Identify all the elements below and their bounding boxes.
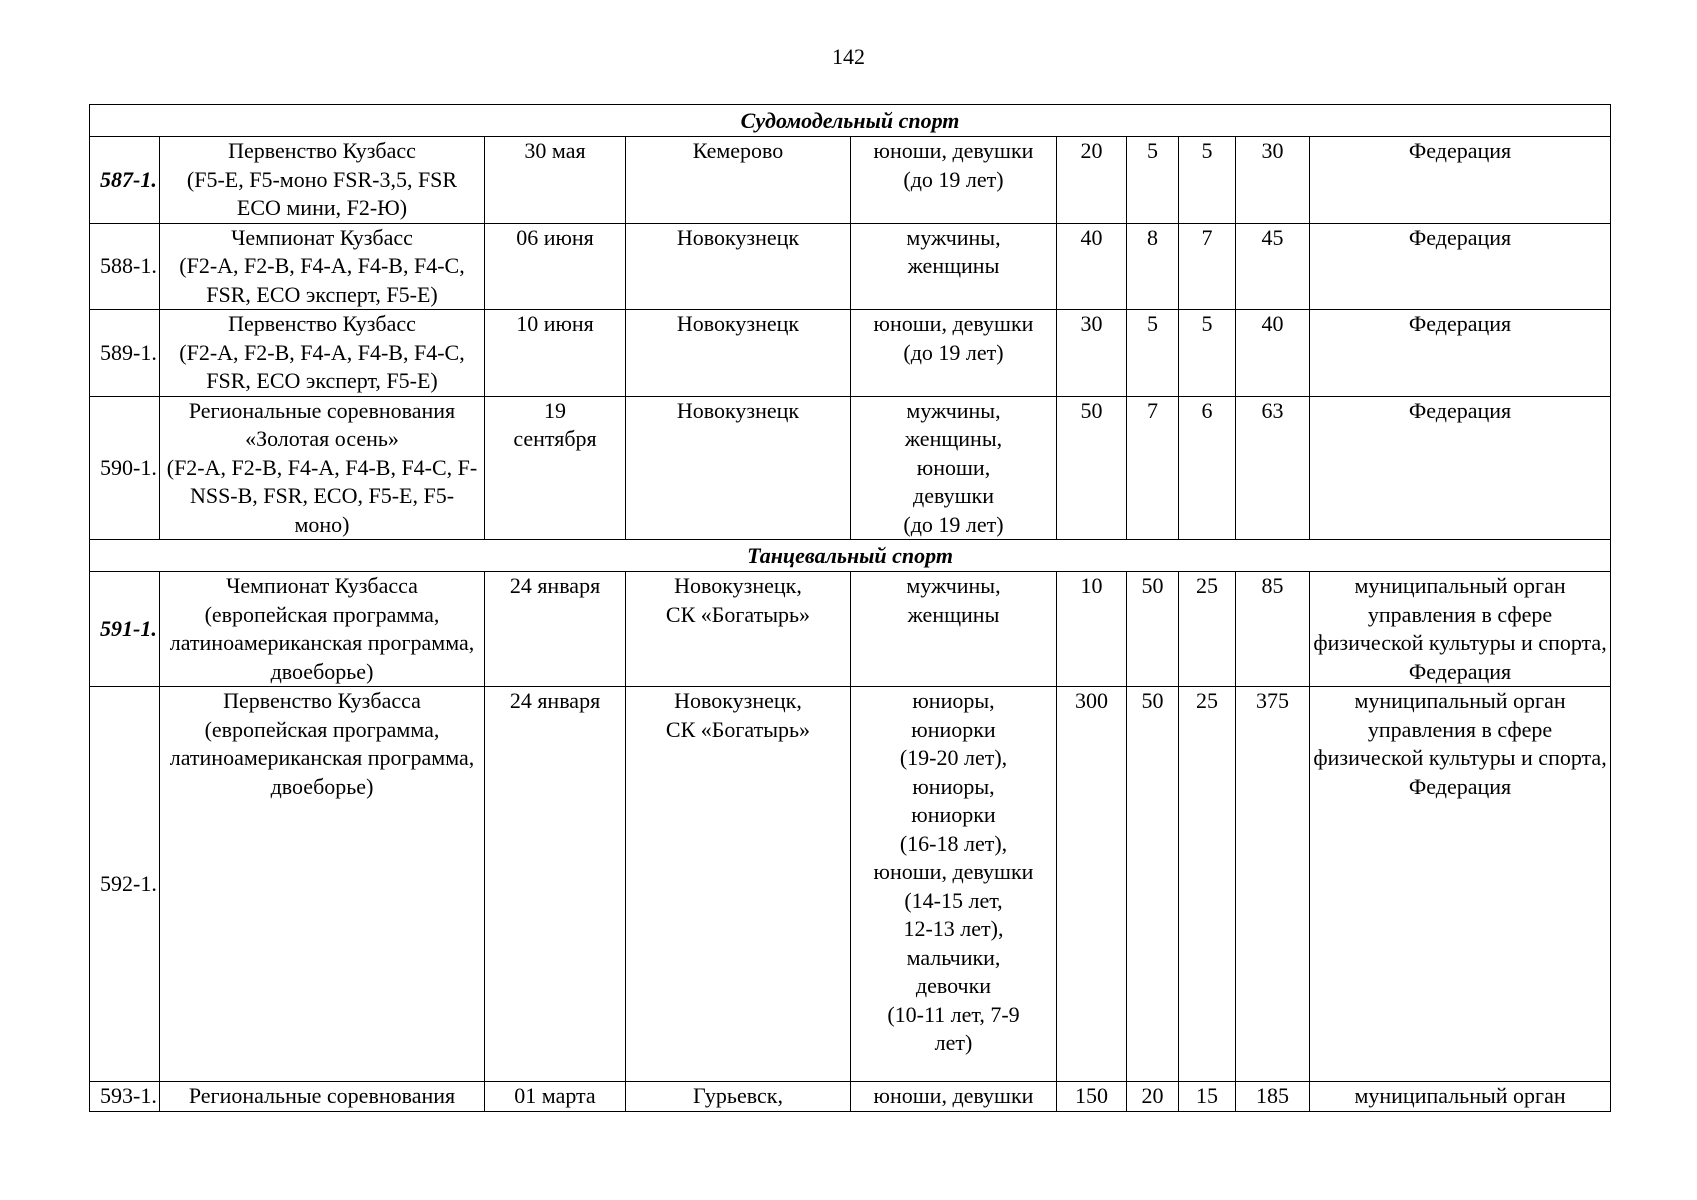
organizer-cell: Федерация [1310, 223, 1611, 310]
count-total-cell: 85 [1236, 572, 1310, 687]
count-2-cell: 50 [1127, 687, 1179, 1082]
count-2-cell: 5 [1127, 137, 1179, 224]
event-name-cell: Чемпионат Кузбасс (F2-A, F2-B, F4-A, F4-B, F4-C, FSR, ECO эксперт, F5-E) [160, 223, 485, 310]
event-number-cell: 589-1. [90, 310, 160, 397]
event-date-cell: 24 января [485, 687, 626, 1082]
count-total-cell: 375 [1236, 687, 1310, 1082]
count-3-cell: 15 [1179, 1082, 1236, 1112]
organizer-cell: муниципальный орган управления в сфере физической культуры и спорта, Федерация [1310, 687, 1611, 1082]
count-total-cell: 63 [1236, 396, 1310, 540]
events-table [89, 104, 1611, 1112]
count-total-cell: 185 [1236, 1082, 1310, 1112]
event-number-cell: 592-1. [90, 687, 160, 1082]
participants-cell: юноши, девушки (до 19 лет) [851, 137, 1057, 224]
event-place-cell: Кемерово [626, 137, 851, 224]
table-row [90, 310, 1611, 397]
table-row [90, 137, 1611, 224]
participants-cell: мужчины, женщины, юноши, девушки (до 19 лет) [851, 396, 1057, 540]
count-2-cell: 7 [1127, 396, 1179, 540]
event-place-cell: Новокузнецк [626, 396, 851, 540]
event-name-cell: Первенство Кузбасса (европейская программа, латиноамериканская программа, двоеборье) [160, 687, 485, 1082]
organizer-cell: муниципальный орган управления в сфере физической культуры и спорта, Федерация [1310, 572, 1611, 687]
event-place-cell: Новокузнецк, СК «Богатырь» [626, 687, 851, 1082]
event-number-cell: 588-1. [90, 223, 160, 310]
count-1-cell: 20 [1057, 137, 1127, 224]
participants-cell: мужчины, женщины [851, 572, 1057, 687]
count-1-cell: 150 [1057, 1082, 1127, 1112]
count-3-cell: 5 [1179, 310, 1236, 397]
organizer-cell: Федерация [1310, 137, 1611, 224]
table-row [90, 223, 1611, 310]
event-date-cell: 24 января [485, 572, 626, 687]
table-row [90, 396, 1611, 540]
count-1-cell: 30 [1057, 310, 1127, 397]
organizer-cell: муниципальный орган [1310, 1082, 1611, 1112]
event-date-cell: 30 мая [485, 137, 626, 224]
organizer-cell: Федерация [1310, 396, 1611, 540]
participants-cell: юноши, девушки [851, 1082, 1057, 1112]
event-date-cell: 10 июня [485, 310, 626, 397]
count-total-cell: 30 [1236, 137, 1310, 224]
count-3-cell: 25 [1179, 572, 1236, 687]
event-name-cell: Первенство Кузбасс (F2-A, F2-B, F4-A, F4-B, F4-C, FSR, ECO эксперт, F5-E) [160, 310, 485, 397]
event-place-cell: Новокузнецк [626, 310, 851, 397]
event-name-cell: Региональные соревнования «Золотая осень» (F2-A, F2-B, F4-A, F4-B, F4-C, F-NSS-B, FSR, ECO, F5-E, F5-моно) [160, 396, 485, 540]
count-1-cell: 50 [1057, 396, 1127, 540]
count-total-cell: 45 [1236, 223, 1310, 310]
section-header-row [90, 105, 1611, 137]
event-number-cell: 590-1. [90, 396, 160, 540]
participants-cell: мужчины, женщины [851, 223, 1057, 310]
event-number-cell: 593-1. [90, 1082, 160, 1112]
table-row [90, 572, 1611, 687]
count-total-cell: 40 [1236, 310, 1310, 397]
count-1-cell: 10 [1057, 572, 1127, 687]
event-date-cell: 19 сентября [485, 396, 626, 540]
count-1-cell: 40 [1057, 223, 1127, 310]
count-3-cell: 6 [1179, 396, 1236, 540]
table-row [90, 1082, 1611, 1112]
event-date-cell: 01 марта [485, 1082, 626, 1112]
count-2-cell: 8 [1127, 223, 1179, 310]
event-number-cell: 591-1. [90, 572, 160, 687]
table-row [90, 687, 1611, 1082]
event-place-cell: Новокузнецк, СК «Богатырь» [626, 572, 851, 687]
count-3-cell: 5 [1179, 137, 1236, 224]
event-number-cell: 587-1. [90, 137, 160, 224]
event-name-cell: Региональные соревнования [160, 1082, 485, 1112]
event-place-cell: Гурьевск, [626, 1082, 851, 1112]
count-3-cell: 25 [1179, 687, 1236, 1082]
count-2-cell: 5 [1127, 310, 1179, 397]
section-title: Судомодельный спорт [90, 105, 1611, 137]
section-header-row [90, 540, 1611, 572]
event-date-cell: 06 июня [485, 223, 626, 310]
event-name-cell: Чемпионат Кузбасса (европейская программа, латиноамериканская программа, двоеборье) [160, 572, 485, 687]
count-2-cell: 50 [1127, 572, 1179, 687]
count-2-cell: 20 [1127, 1082, 1179, 1112]
count-3-cell: 7 [1179, 223, 1236, 310]
organizer-cell: Федерация [1310, 310, 1611, 397]
participants-cell: юниоры, юниорки (19-20 лет), юниоры, юниорки (16-18 лет), юноши, девушки (14-15 лет, 12-13 лет), мальчики, девочки (10-11 лет, 7-9 лет) [851, 687, 1057, 1082]
section-title: Танцевальный спорт [90, 540, 1611, 572]
event-name-cell: Первенство Кузбасс (F5-E, F5-моно FSR-3,5, FSR ECO мини, F2-Ю) [160, 137, 485, 224]
participants-cell: юноши, девушки (до 19 лет) [851, 310, 1057, 397]
page-number: 142 [832, 44, 865, 69]
event-place-cell: Новокузнецк [626, 223, 851, 310]
count-1-cell: 300 [1057, 687, 1127, 1082]
